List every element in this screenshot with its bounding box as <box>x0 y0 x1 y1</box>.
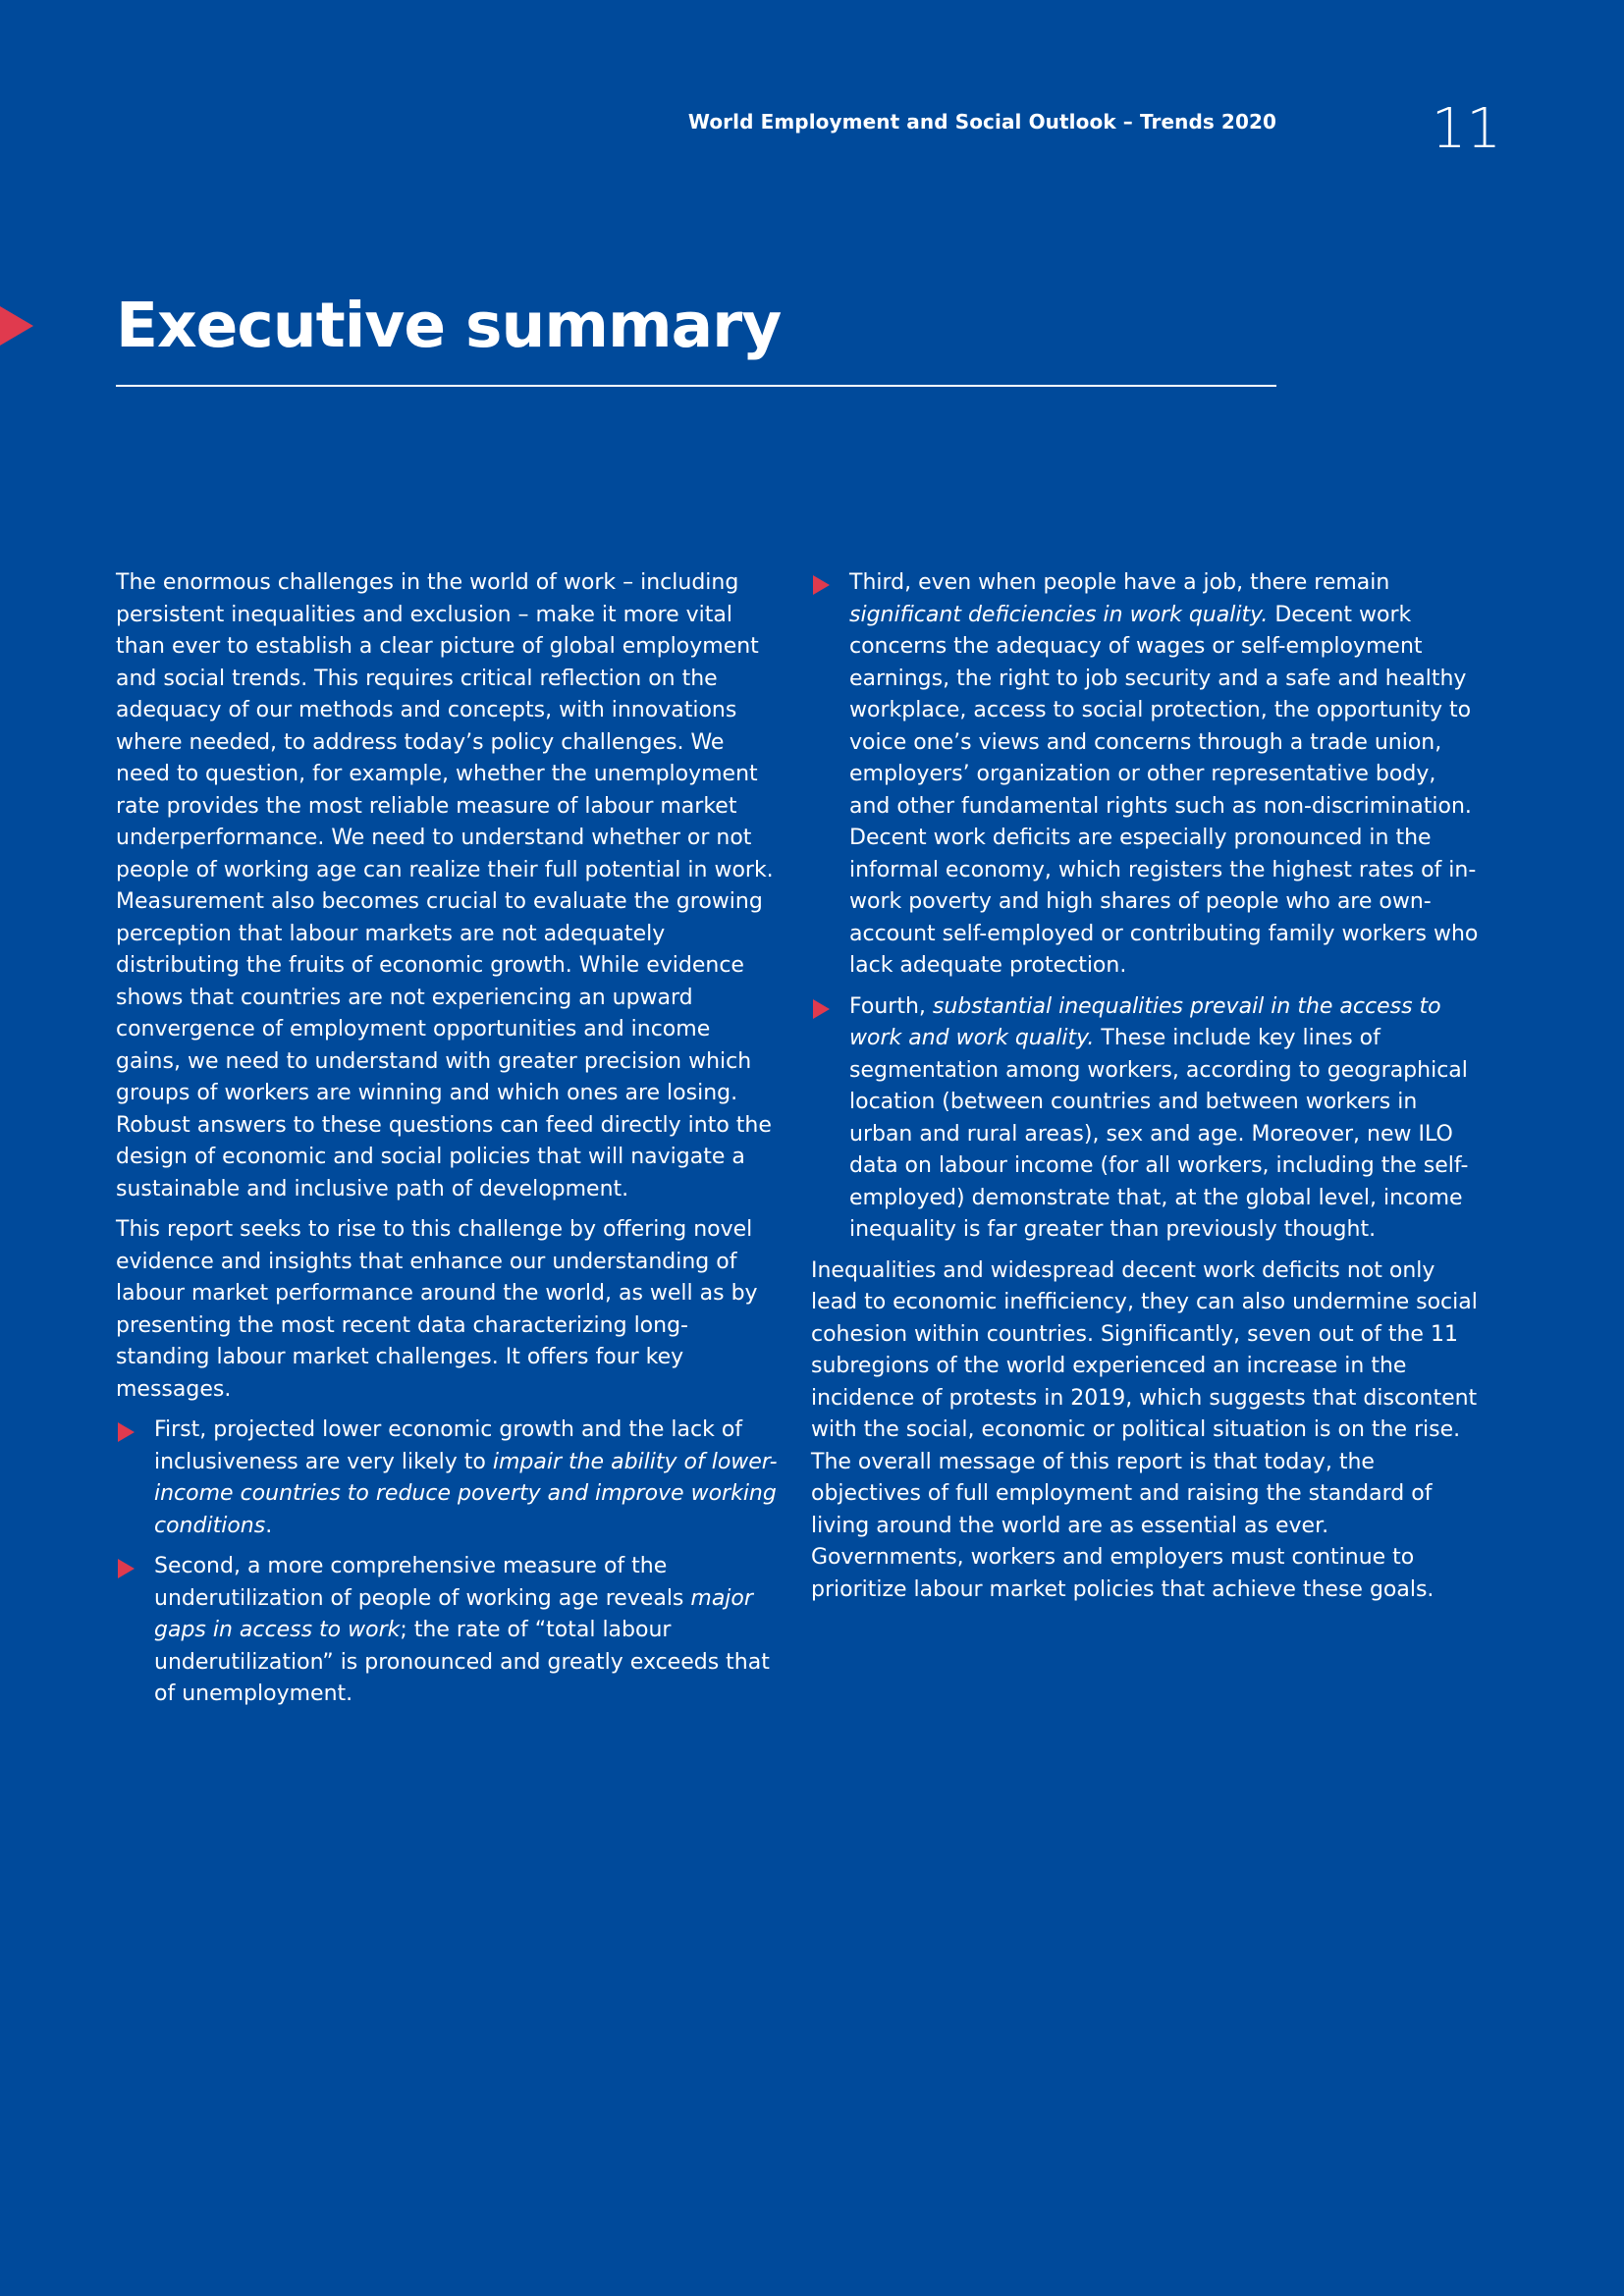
list-item <box>811 991 1479 1247</box>
list-item <box>811 567 1479 983</box>
list-item <box>116 1551 778 1711</box>
second-paragraph: This report seeks to rise to this challenge by offering novel evidence and insights that enhance our understanding of labour market performance around the world, as well as by presenting the most recent data characterizing long-standing labour market challenges. It offers four key messages. <box>116 1217 758 1402</box>
bullet-text-end: Decent work concerns the adequacy of wages or self-employment earnings, the right to job security and a safe and healthy workplace, access to social protection, the opportunity to voice one’s views and concerns through a trade union, employers’ organization or other representative body, and other fundamental rights such as non-discrimination. Decent work deficits are especially pronounced in the informal economy, which registers the highest rates of in-work poverty and high shares of people who are own-account self-employed or contributing family workers who lack adequate protection. <box>849 602 1479 978</box>
triangle-bullet-icon <box>813 575 830 595</box>
left-column <box>116 567 778 1720</box>
triangle-bullet-icon <box>813 999 830 1019</box>
intro-paragraph: The enormous challenges in the world of work – including persistent inequalities and exclusion – make it more vital than ever to establish a clear picture of global employment and social trends. This requires critical reflection on the adequacy of our methods and concepts, with innovations where needed, to address today’s policy challenges. We need to question, for example, whether the unemployment rate provides the most reliable measure of labour market underperformance. We need to understand whether or not people of working age can realize their full potential in work. Measurement also becomes crucial to evaluate the growing perception that labour markets are not adequately distributing the fruits of economic growth. While evidence shows that countries are not experiencing an upward convergence of employment opportunities and income gains, we need to understand with greater precision which groups of workers are winning and which ones are losing. Robust answers to these questions can feed directly into the design of economic and social policies that will navigate a sustainable and inclusive path of development. <box>116 570 774 1201</box>
bullet-text: Third, even when people have a job, there remain <box>849 570 1390 595</box>
triangle-bullet-icon <box>118 1422 135 1442</box>
bullet-text: First, projected lower economic growth and the lack of inclusiveness are very likely to <box>154 1417 743 1474</box>
triangle-bullet-icon <box>118 1559 135 1578</box>
running-header-title: World Employment and Social Outlook – Trends 2020 <box>687 110 1276 133</box>
bullet-emphasis: substantial inequalities prevail in the access to work and work quality. <box>849 993 1441 1050</box>
key-messages-list-right <box>811 567 1479 1247</box>
bullet-text-end: These include key lines of segmentation among workers, according to geographical location (between countries and between workers in urban and rural areas), sex and age. Moreover, new ILO data on labour income (for all workers, including the self-employed) demonstrate that, at the global level, income inequality is far greater than previously thought. <box>849 1026 1469 1242</box>
bullet-emphasis: major gaps in access to work <box>154 1585 753 1642</box>
bullet-text: Second, a more comprehensive measure of the underutilization of people of working age reveals <box>154 1554 691 1611</box>
closing-paragraph: Inequalities and widespread decent work deficits not only lead to economic inefficiency, they can also undermine social cohesion within countries. Significantly, seven out of the 11 subregions of the world experienced an increase in the incidence of protests in 2019, which suggests that discontent with the social, economic or political situation is on the rise. The overall message of this report is that today, the objectives of full employment and raising the standard of living around the world are as essential as ever. Governments, workers and employers must continue to prioritize labour market policies that achieve these goals. <box>811 1257 1478 1602</box>
section-marker-triangle-icon <box>0 306 33 346</box>
right-column <box>811 567 1479 1615</box>
page-number: 11 <box>1431 97 1501 161</box>
bullet-text: Fourth, <box>849 993 933 1019</box>
bullet-emphasis: significant deficiencies in work quality. <box>849 602 1269 627</box>
list-item <box>116 1415 778 1542</box>
bullet-emphasis: impair the ability of lower-income countries to reduce poverty and improve working conditions <box>154 1449 778 1538</box>
page-title: Executive summary <box>116 290 782 361</box>
key-messages-list-left <box>116 1415 778 1711</box>
title-divider <box>116 385 1276 387</box>
bullet-text-end: ; the rate of “total labour underutilization” is pronounced and greatly exceeds that of unemployment. <box>154 1618 770 1706</box>
bullet-text-end: . <box>265 1513 273 1538</box>
